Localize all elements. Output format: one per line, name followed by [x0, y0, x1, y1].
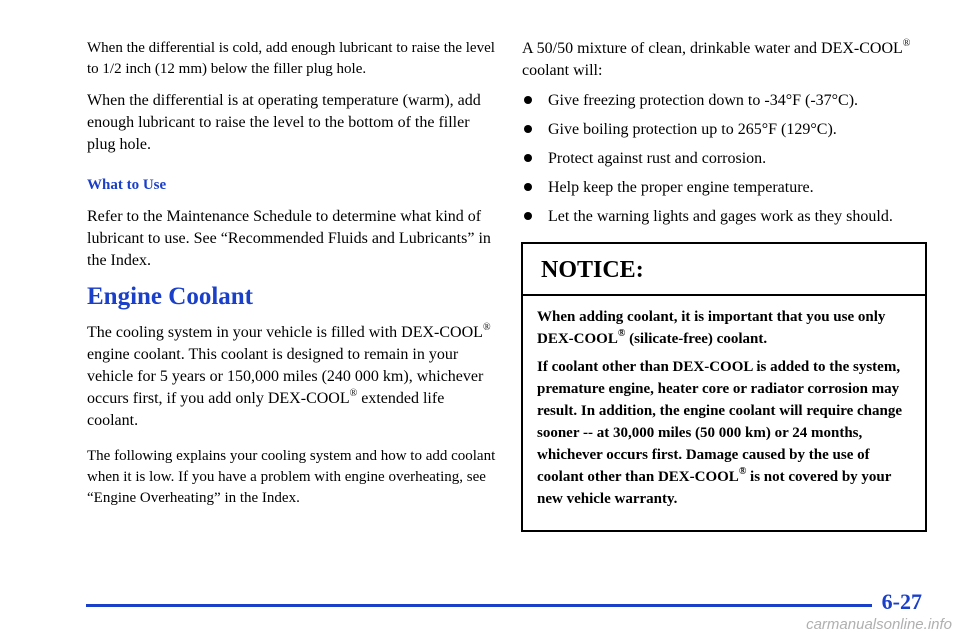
paragraph-warm-differential: When the differential is at operating temperature (warm), add enough lubricant to raise the level to the bottom of the filler plug hole.	[87, 92, 481, 153]
notice-paragraph	[537, 356, 911, 510]
coolant-benefits-list	[522, 86, 932, 231]
text-span: coolant will:	[522, 62, 603, 79]
list-item	[522, 115, 932, 144]
bullet-icon	[524, 125, 532, 133]
text-span: When adding coolant, it is important that you use only DEX-COOL	[537, 309, 886, 347]
footer-divider	[86, 604, 872, 607]
right-column	[522, 38, 932, 231]
registered-mark: ®	[738, 466, 747, 477]
list-item-text: Give freezing protection down to -34°F (-37°C).	[548, 92, 859, 109]
notice-title: NOTICE:	[523, 244, 925, 296]
paragraph-lubricant-reference: Refer to the Maintenance Schedule to determine what kind of lubricant to use. See “Recommended Fluids and Lubricants” in the Index.	[87, 208, 491, 269]
text-span: engine coolant. This coolant is designed to remain in your vehicle for 5 years or 150,000 miles (240 000 km), whichever occurs first, if you add only DEX-COOL	[87, 346, 484, 407]
paragraph-mixture-intro	[522, 38, 932, 82]
registered-mark: ®	[482, 322, 491, 333]
registered-mark: ®	[902, 38, 911, 49]
watermark: carmanualsonline.info	[806, 616, 952, 633]
notice-paragraph	[537, 306, 911, 350]
notice-box	[521, 242, 927, 532]
list-item-text: Protect against rust and corrosion.	[548, 150, 767, 167]
paragraph-cold-differential: When the differential is cold, add enough lubricant to raise the level to 1/2 inch (12 mm) below the filler plug hole.	[87, 40, 495, 77]
text-span: A 50/50 mixture of clean, drinkable water and DEX-COOL	[522, 40, 903, 57]
bullet-icon	[524, 154, 532, 162]
list-item-text: Give boiling protection up to 265°F (129°C).	[548, 121, 837, 138]
paragraph-cooling-system	[87, 322, 497, 432]
text-span: (silicate-free) coolant.	[625, 331, 768, 347]
list-item-text: Let the warning lights and gages work as they should.	[548, 208, 893, 225]
left-column	[87, 38, 497, 509]
bullet-icon	[524, 183, 532, 191]
text-span: The cooling system in your vehicle is filled with DEX-COOL	[87, 324, 483, 341]
registered-mark: ®	[349, 388, 358, 399]
paragraph-cooling-explanation: The following explains your cooling system and how to add coolant when it is low. If you have a problem with engine overheating, see “Engine Overheating” in the Index.	[87, 448, 496, 506]
page-number: 6-27	[881, 589, 922, 614]
bullet-icon	[524, 212, 532, 220]
list-item	[522, 202, 932, 231]
bullet-icon	[524, 96, 532, 104]
engine-coolant-title: Engine Coolant	[87, 283, 254, 310]
text-span: If coolant other than DEX-COOL is added to the system, premature engine, heater core or radiator corrosion may result. In addition, the engine coolant will require change sooner -- at 30,000 miles (50 000 km) or 24 months, whichever occurs first. Damage caused by the use of coolant other than DEX-COOL	[537, 359, 903, 485]
registered-mark: ®	[617, 328, 626, 339]
list-item	[522, 173, 932, 202]
text-span: is not covered by your new vehicle warranty.	[537, 469, 892, 507]
text-span: extended life coolant.	[87, 390, 445, 429]
what-to-use-heading: What to Use	[87, 177, 167, 193]
notice-body	[523, 296, 925, 510]
list-item-text: Help keep the proper engine temperature.	[548, 179, 814, 196]
list-item	[522, 144, 932, 173]
list-item	[522, 86, 932, 115]
